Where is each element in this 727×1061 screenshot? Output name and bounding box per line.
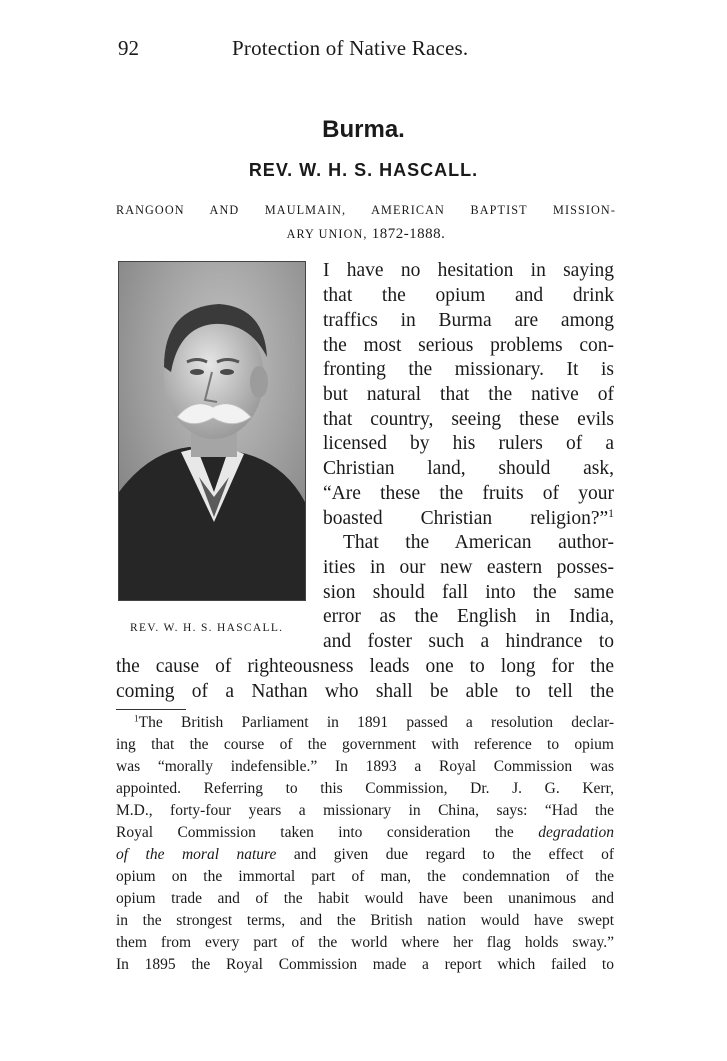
footnote-line: In 1895 the Royal Commission made a report which failed to — [116, 956, 614, 973]
page-number: 92 — [118, 36, 139, 60]
author-name: REV. W. H. S. HASCALL. — [248, 160, 479, 180]
section-title: Burma. — [322, 116, 405, 143]
footnote-line — [116, 844, 614, 865]
body-line: coming of a Nathan who shall be able to tell the — [116, 681, 614, 702]
body-line: fronting the missionary. It is — [323, 359, 614, 380]
body-line: traffics in Burma are among — [323, 310, 614, 331]
affiliation-line-2 — [116, 222, 616, 246]
body-line: I have no hesitation in saying — [323, 260, 614, 281]
portrait-photo — [118, 261, 306, 601]
affiliation — [116, 198, 616, 246]
footnote-rule — [116, 709, 186, 710]
footnote-line: them from every part of the world where her flag holds sway.” — [116, 934, 614, 951]
footnote-ref: 1 — [608, 506, 614, 520]
body-line: the cause of righteousness leads one to long for the — [116, 656, 614, 677]
running-title: Protection of Native Races. — [232, 36, 469, 60]
footnote-line-text: The British Parliament in 1891 passed a resolution declar- — [138, 714, 614, 731]
footnote-line: M.D., forty-four years a missionary in China, says: “Had the — [116, 802, 614, 819]
portrait-caption: REV. W. H. S. HASCALL. — [130, 622, 284, 634]
footnote-line-text: Royal Commission taken into consideration the — [116, 824, 514, 841]
body-line: that the opium and drink — [323, 285, 614, 306]
footnote-line: opium on the immortal part of man, the condemnation of the — [116, 868, 614, 885]
body-line-text: boasted Christian religion?” — [323, 508, 609, 529]
body-line: ities in our new eastern posses- — [323, 557, 614, 578]
footnote-italic: of the moral nature — [116, 846, 277, 863]
body-line: Christian land, should ask, — [323, 458, 614, 479]
footnote-line — [116, 822, 614, 843]
affiliation-line-1: RANGOON AND MAULMAIN, AMERICAN BAPTIST MISSION- — [116, 203, 616, 217]
body-line: sion should fall into the same — [323, 582, 614, 603]
body-line: That the American author- — [343, 532, 614, 553]
body-line: “Are these the fruits of your — [323, 483, 614, 504]
footnote-line — [134, 712, 614, 733]
footnote-line: ing that the course of the government with reference to opium — [116, 736, 614, 753]
body-line: that country, seeing these evils — [323, 409, 614, 430]
body-line: licensed by his rulers of a — [323, 433, 614, 454]
body-line: the most serious problems con- — [323, 335, 614, 356]
body-line: error as the English in India, — [323, 606, 614, 627]
portrait-illustration — [119, 262, 305, 600]
body-line — [323, 507, 614, 531]
footnote-line: opium trade and of the habit would have been unanimous and — [116, 890, 614, 907]
footnote-line-text: and given due regard to the effect of — [293, 846, 615, 863]
footnote-italic: degradation — [538, 824, 614, 841]
footnote-line: appointed. Referring to this Commission, Dr. J. G. Kerr, — [116, 780, 614, 797]
footnote-line: was “morally indefensible.” In 1893 a Royal Commission was — [116, 758, 614, 775]
body-line: but natural that the native of — [323, 384, 614, 405]
body-line: and foster such a hindrance to — [323, 631, 614, 652]
running-head — [0, 36, 727, 66]
footnote-line: in the strongest terms, and the British nation would have swept — [116, 912, 614, 929]
footnote-marker: 1 — [134, 714, 139, 725]
affiliation-org: ARY UNION, — [286, 227, 368, 241]
affiliation-years: 1872-1888. — [371, 226, 446, 242]
